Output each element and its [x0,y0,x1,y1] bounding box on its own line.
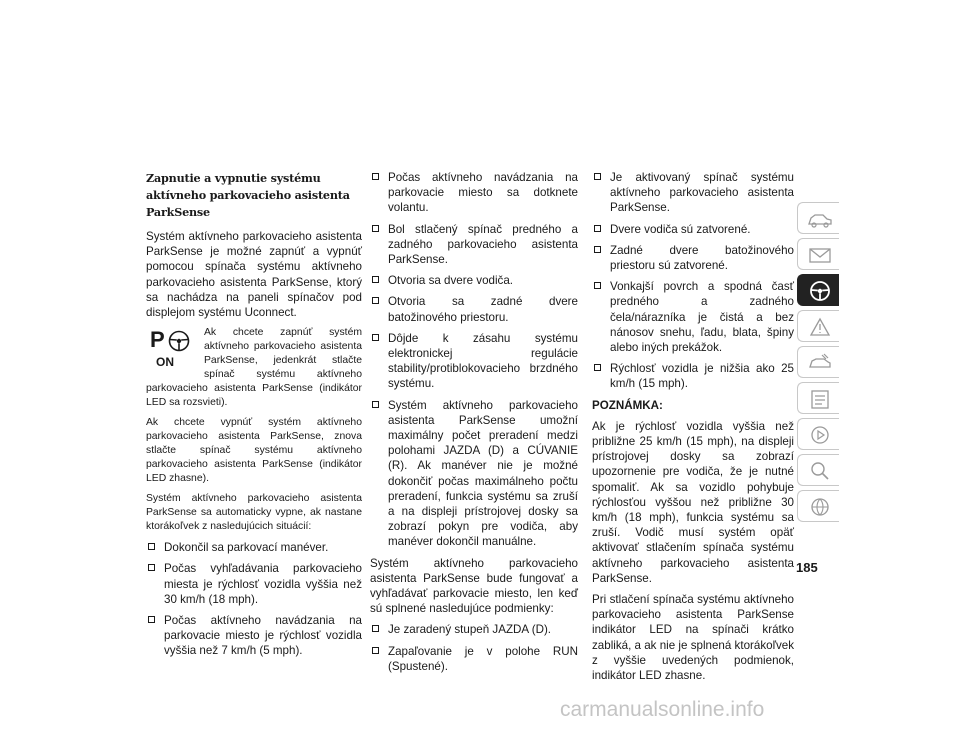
list-item: Zapaľovanie je v polohe RUN (Spustené). [370,644,578,674]
list-item: Je aktivovaný spínač systému aktívneho parkovacieho asistenta ParkSense. [592,170,794,216]
bullet-box-icon [372,276,379,283]
paragraph: Systém aktívneho parkovacieho asistenta ParkSense bude fungovať a vyhľadávať parkovacie miesto, len keď sú splnené nasledujúce podmienky: [370,556,578,616]
bullet-box-icon [594,282,601,289]
parksense-switch-icon [146,328,198,372]
bullet-box-icon [148,543,155,550]
bullet-box-icon [148,564,155,571]
list-item: Rýchlosť vozidla je nižšia ako 25 km/h (15 mph). [592,361,794,391]
steering-wheel-icon [807,280,833,302]
paragraph: Systém aktívneho parkovacieho asistenta ParkSense sa automaticky vypne, ak nastane ktorákoľvek z nasledujúcich situácií: [146,493,362,533]
list-item: Počas aktívneho navádzania na parkovacie miesto je rýchlosť vozidla vyššia než 7 km/h (5 mph). [146,613,362,659]
list-item: Počas vyhľadávania parkovacieho miesta je rýchlosť vozidla vyššia než 30 km/h (18 mph). [146,561,362,607]
list-item: Otvoria sa zadné dvere batožinového priestoru. [370,294,578,324]
bullet-box-icon [372,334,379,341]
bullet-box-icon [594,246,601,253]
bullet-list [370,170,578,550]
paragraph: Pri stlačení spínača systému aktívneho parkovacieho asistenta ParkSense indikátor LED na spínači krátko zabliká, a ak nie je splnená ktorákoľvek z vyššie uvedených podmienok, indikátor LED zhasne. [592,593,794,683]
paragraph: Ak chcete zapnúť systém aktívneho parkovacieho asistenta ParkSense, jedenkrát stlačte spínač systému aktívneho parkovacieho asistenta ParkSense (indikátor LED sa rozsvieti). [146,327,362,409]
tab-car-info[interactable] [797,202,839,234]
list-item: Systém aktívneho parkovacieho asistenta ParkSense umožní maximálny počet preradení medzi polohami JAZDA (D) a CÚVANIE (R). Ak manéver nie je možné dokončiť počas maximálneho počtu preradení, funkcia systému sa zruší a na displeji prístrojovej dosky sa zobrazí pokyn pre vodiča, aby manéver dokončil manuálne. [370,398,578,550]
tab-media[interactable] [797,418,839,450]
bullet-box-icon [372,401,379,408]
bullet-box-icon [148,616,155,623]
list-item: Vonkajší povrch a spodná časť predného a zadného čela/nárazníka je čistá a bez nánosov snehu, ľadu, blata, špiny alebo iných prekážok. [592,279,794,355]
watermark: carmanualsonline.info [560,698,765,721]
list-item: Dvere vodiča sú zatvorené. [592,222,794,237]
parksense-on-label: ON [156,355,174,370]
list-item: Je zaradený stupeň JAZDA (D). [370,622,578,637]
column-3 [592,170,794,689]
note-title: POZNÁMKA: [592,398,663,412]
page-number: 185 [796,560,818,575]
tab-warning[interactable] [797,310,839,342]
service-car-icon [807,352,833,374]
mail-icon [807,244,833,266]
bullet-box-icon [372,625,379,632]
list-item: Zadné dvere batožinového priestoru sú zatvorené. [592,243,794,273]
list-item: Bol stlačený spínač predného a zadného parkovacieho asistenta ParkSense. [370,222,578,268]
section-heading: Zapnutie a vypnutie systému aktívneho parkovacieho asistenta ParkSense [146,171,350,219]
language-icon [807,496,833,518]
tab-mail[interactable] [797,238,839,270]
tab-steering[interactable] [797,274,839,306]
bullet-box-icon [594,173,601,180]
parksense-on-paragraph [146,326,362,410]
column-1 [146,170,362,665]
checklist-icon [807,388,833,410]
list-item: Dôjde k zásahu systému elektronickej regulácie stability/protiblokovacieho brzdného systému. [370,331,578,392]
bullet-list [146,540,362,658]
warning-car-icon [807,316,833,338]
note-text: Ak je rýchlosť vozidla vyššia než približne 25 km/h (15 mph), na displeji prístrojovej dosky sa zobrazí upozornenie pre vodiča, že je nutné spomaliť. Ak sa vozidlo pohybuje rýchlosťou vyššou než približne 30 km/h (18 mph), funkcia systému sa zruší. Vodič musí systém opäť aktivovať stlačením spínača systému aktívneho parkovacieho asistenta ParkSense. [592,419,794,585]
media-icon [807,424,833,446]
bullet-box-icon [372,297,379,304]
paragraph: Systém aktívneho parkovacieho asistenta ParkSense je možné zapnúť a vypnúť pomocou spínača systému aktívneho parkovacieho asistenta ParkSense, ktorý sa nachádza na paneli spínačov pod displejom systému Uconnect. [146,230,362,320]
bullet-box-icon [594,225,601,232]
parksense-p-label: P [150,327,165,353]
chapter-tabs [797,202,841,526]
bullet-box-icon [372,173,379,180]
column-2 [370,170,578,680]
steering-wheel-icon [168,330,190,352]
tab-search[interactable] [797,454,839,486]
bullet-box-icon [594,364,601,371]
tab-service[interactable] [797,346,839,378]
list-item: Otvoria sa dvere vodiča. [370,273,578,288]
list-item: Dokončil sa parkovací manéver. [146,540,362,555]
search-icon [807,460,833,482]
bullet-box-icon [372,225,379,232]
bullet-list [592,170,794,392]
list-item: Počas aktívneho navádzania na parkovacie miesto sa dotknete volantu. [370,170,578,216]
paragraph: Ak chcete vypnúť systém aktívneho parkovacieho asistenta ParkSense, znova stlačte spínač systému aktívneho parkovacieho asistenta ParkSense (indikátor LED zhasne). [146,417,362,485]
car-info-icon [807,208,833,230]
bullet-list [370,622,578,674]
bullet-box-icon [372,647,379,654]
tab-language[interactable] [797,490,839,522]
tab-checklist[interactable] [797,382,839,414]
